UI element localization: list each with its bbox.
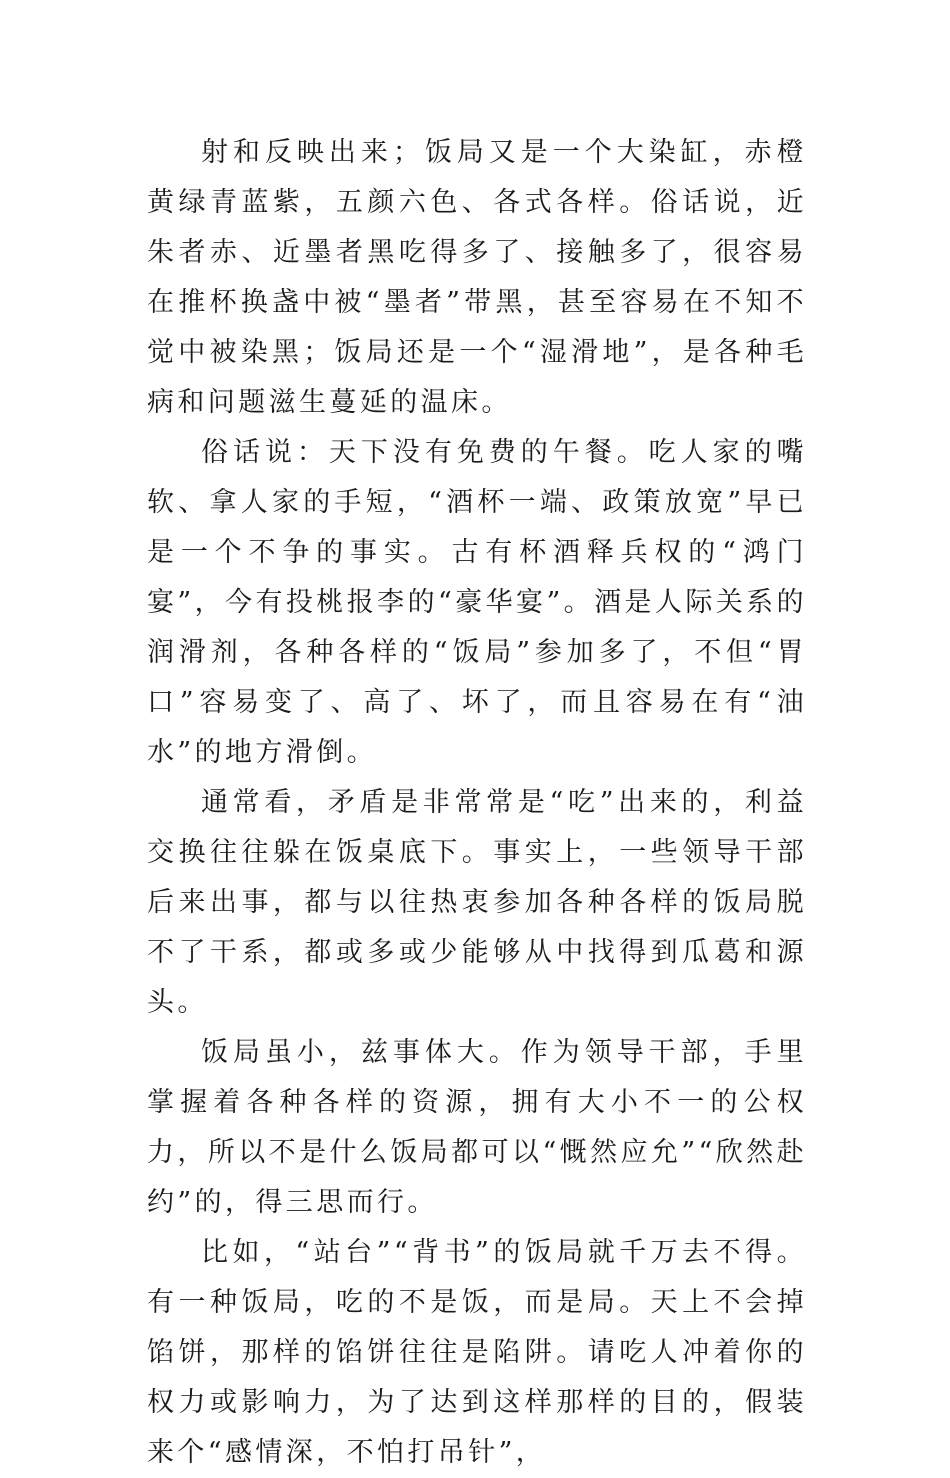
paragraph-4: 饭局虽小，兹事体大。作为领导干部，手里掌握着各种各样的资源，拥有大小不一的公权力，所以不是什么饭局都可以“慨然应允”“欣然赴约”的，得三思而行。 bbox=[147, 1037, 807, 1218]
paragraph-2: 俗话说：天下没有免费的午餐。吃人家的嘴软、拿人家的手短，“酒杯一端、政策放宽”早已是一个不争的事实。古有杯酒释兵权的“鸿门宴”，今有投桃报李的“豪华宴”。酒是人际关系的润滑剂，各种各样的“饭局”参加多了，不但“胃口”容易变了、高了、坏了，而且容易在有“油水”的地方滑倒。 bbox=[147, 437, 807, 768]
paragraph-5: 比如，“站台”“背书”的饭局就千万去不得。有一种饭局，吃的不是饭，而是局。天上不会掉馅饼，那样的馅饼往往是陷阱。请吃人冲着你的权力或影响力，为了达到这样那样的目的，假装来个“感情深，不怕打吊针”， bbox=[147, 1237, 807, 1468]
paragraph-3: 通常看，矛盾是非常常是“吃”出来的，利益交换往往躲在饭桌底下。事实上，一些领导干部后来出事，都与以往热衷参加各种各样的饭局脱不了干系，都或多或少能够从中找得到瓜葛和源头。 bbox=[147, 787, 807, 1018]
document-body bbox=[147, 128, 807, 1478]
paragraph-1: 射和反映出来；饭局又是一个大染缸，赤橙黄绿青蓝紫，五颜六色、各式各样。俗话说，近朱者赤、近墨者黑吃得多了、接触多了，很容易在推杯换盏中被“墨者”带黑，甚至容易在不知不觉中被染黑；饭局还是一个“湿滑地”，是各种毛病和问题滋生蔓延的温床。 bbox=[147, 137, 807, 418]
